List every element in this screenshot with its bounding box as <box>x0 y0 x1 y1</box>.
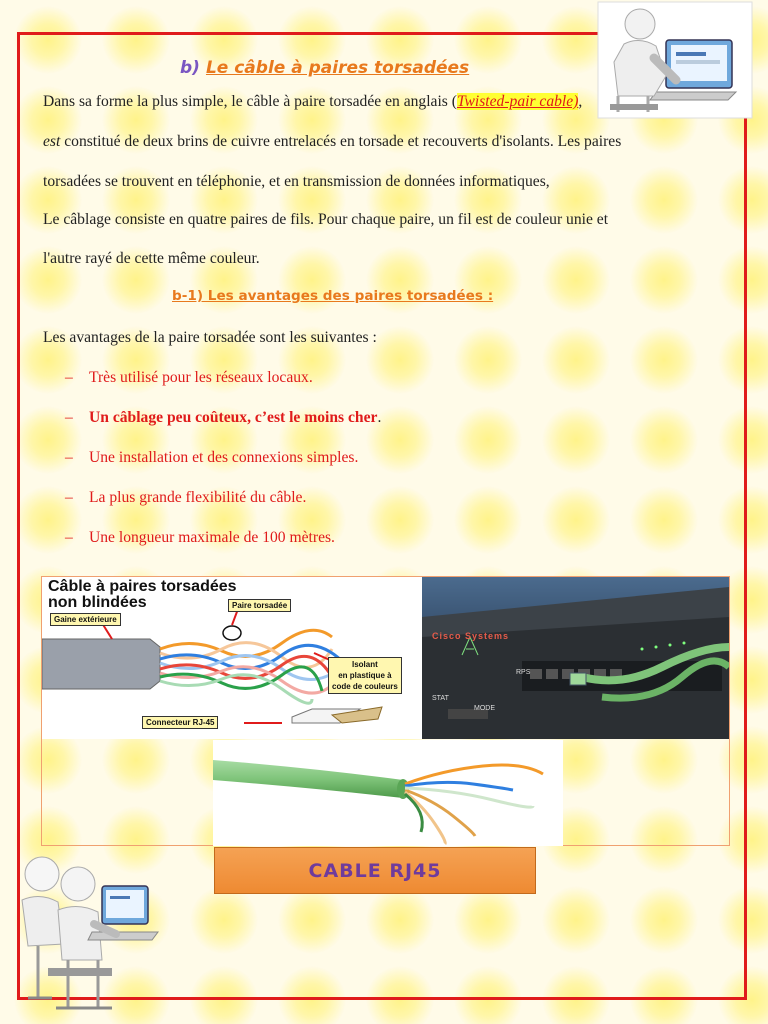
intro-paren-open: ( <box>447 93 457 110</box>
list-dash: – <box>65 449 73 466</box>
list-dash: – <box>65 369 73 386</box>
tag-isolant-line-2: en plastique à <box>338 671 392 680</box>
diagram-title-line-1: Câble à paires torsadées <box>48 578 237 595</box>
green-cable-drawing <box>213 740 563 846</box>
router-brand: Cisco Systems <box>432 631 510 641</box>
tag-isolant-line-1: Isolant <box>352 660 378 669</box>
advantage-item <box>65 368 313 388</box>
advantage-item <box>65 528 335 548</box>
advantage-text: Une longueur maximale de 100 mètres. <box>89 529 335 546</box>
intro-line-2-text: constitué de deux brins de cuivre entrelacés en torsade et recouverts d'isolants. Les paires <box>60 133 622 150</box>
intro-line-1-text: Dans sa forme la plus simple, le câble à paire torsadée <box>43 93 386 110</box>
advantage-text: Très utilisé pour les réseaux locaux. <box>89 369 313 386</box>
cable-rj45-banner: CABLE RJ45 <box>214 847 536 894</box>
advantage-text: La plus grande flexibilité du câble. <box>89 489 307 506</box>
intro-line-4: Le câblage consiste en quatre paires de fils. Pour chaque paire, un fil est de couleur unie et <box>43 211 609 228</box>
twisted-pair-term: Twisted-pair cable) <box>456 93 579 110</box>
green-cable-photo <box>213 740 563 846</box>
router-label-mode: MODE <box>474 705 495 712</box>
section-b1-heading <box>172 288 493 304</box>
advantages-intro: Les avantages de la paire torsadée sont les suivantes : <box>43 329 377 346</box>
advantage-item <box>65 488 306 508</box>
intro-est-word: est <box>43 133 61 150</box>
tag-isolant-line-3: code de couleurs <box>332 682 398 691</box>
list-dash: – <box>65 529 73 546</box>
router-drawing <box>422 577 729 739</box>
tag-connecteur-rj45: Connecteur RJ-45 <box>142 716 218 729</box>
person-computer-illustration-top <box>596 0 756 120</box>
utp-cable-diagram <box>42 577 422 739</box>
intro-comma: , <box>578 93 583 110</box>
people-computer-illustration-bottom <box>8 848 176 1020</box>
intro-english-label: en anglais <box>385 93 448 110</box>
diagram-title-line-2: non blindées <box>48 594 147 611</box>
advantage-item <box>65 408 381 428</box>
intro-line-2 <box>43 132 621 152</box>
advantage-text: Une installation et des connexions simples. <box>89 449 359 466</box>
list-dash: – <box>65 409 73 426</box>
section-b1-title: b-1) Les avantages des paires torsadées <box>172 288 483 304</box>
list-dash: – <box>65 489 73 506</box>
router-label-stat: STAT <box>432 695 449 702</box>
advantage-period: . <box>377 409 382 426</box>
advantage-text: Un câblage peu coûteux, c’est le moins cher <box>89 409 378 426</box>
advantage-item <box>65 448 358 468</box>
intro-line-3: torsadées se trouvent en téléphonie, et en transmission de données informatiques, <box>43 173 550 190</box>
section-b-heading <box>180 58 469 78</box>
router-photo <box>422 577 729 739</box>
router-label-rps: RPS <box>516 669 531 676</box>
intro-line-5: l'autre rayé de cette même couleur. <box>43 250 260 267</box>
section-b1-colon: : <box>482 288 494 304</box>
section-b-title: Le câble à paires torsadées <box>205 58 470 78</box>
tag-gaine-exterieure: Gaine extérieure <box>50 613 121 626</box>
tag-paire-torsadee: Paire torsadée <box>228 599 291 612</box>
section-b-letter: b) <box>180 58 200 78</box>
intro-line-1 <box>43 92 582 112</box>
tag-isolant <box>328 657 402 694</box>
